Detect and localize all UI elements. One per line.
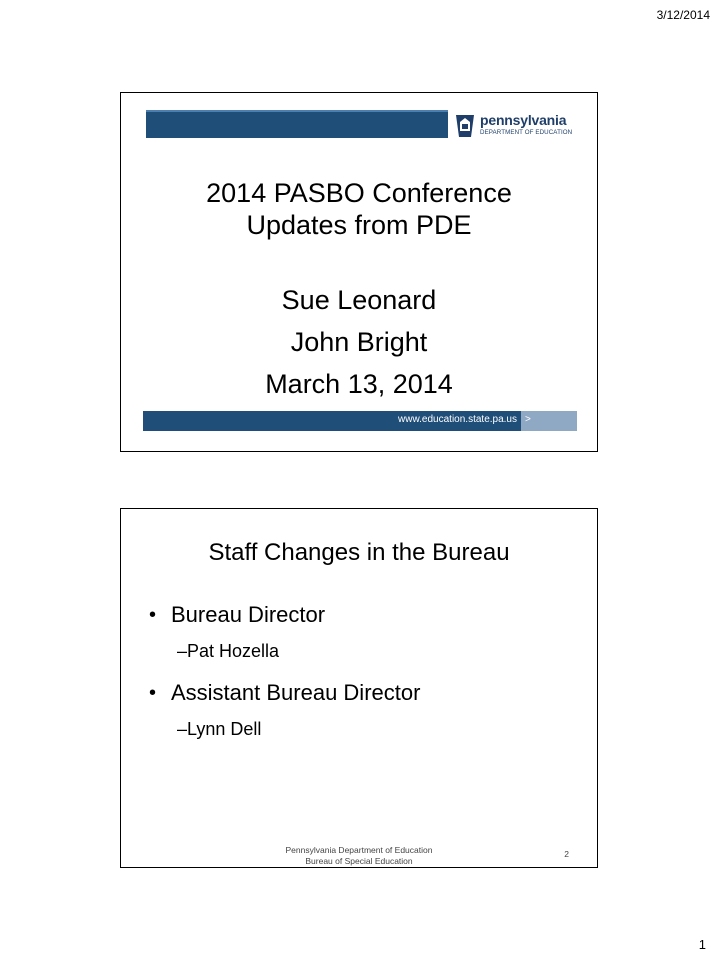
slide-title: Staff Changes in the Bureau — [208, 539, 510, 566]
slide-footer — [143, 411, 577, 431]
presenter-name: John Bright — [290, 327, 428, 357]
list-item — [149, 673, 579, 713]
presenter-block — [121, 279, 597, 405]
footer-bar — [143, 411, 521, 431]
sub-item-label: Pat Hozella — [187, 641, 280, 661]
list-item-label: Assistant Bureau Director — [171, 680, 421, 705]
slide-number: 2 — [564, 849, 569, 859]
dash-icon: – — [177, 641, 188, 661]
keystone-icon — [454, 113, 476, 139]
pde-logo — [454, 110, 584, 142]
page-number: 1 — [698, 937, 706, 952]
slide-footer — [121, 845, 597, 867]
slide-title — [121, 177, 597, 241]
list-item — [149, 595, 579, 635]
title-line-2: Updates from PDE — [246, 210, 472, 240]
logo-subtitle: DEPARTMENT OF EDUCATION — [480, 129, 573, 136]
slide-header — [146, 110, 578, 140]
title-line-1: 2014 PASBO Conference — [206, 178, 512, 208]
bullet-list — [149, 595, 579, 751]
page-date: 3/12/2014 — [656, 8, 710, 22]
slide-1 — [120, 92, 598, 452]
bullet-icon: • — [149, 604, 157, 626]
dash-icon: – — [177, 719, 188, 739]
presenter-name: Sue Leonard — [281, 285, 437, 315]
list-item-label: Bureau Director — [171, 602, 326, 627]
footer-line-2: Bureau of Special Education — [305, 856, 413, 866]
arrow-right-icon: > — [525, 414, 531, 425]
footer-arrow-box — [521, 411, 577, 431]
header-bar — [146, 110, 448, 138]
slide-2 — [120, 508, 598, 868]
sub-item-label: Lynn Dell — [187, 719, 262, 739]
bullet-icon: • — [149, 682, 157, 704]
sub-item — [149, 713, 579, 751]
logo-wordmark: pennsylvania — [480, 112, 567, 128]
footer-line-1: Pennsylvania Department of Education — [285, 845, 433, 855]
presentation-date: March 13, 2014 — [265, 369, 453, 399]
sub-item — [149, 635, 579, 673]
footer-url: www.education.state.pa.us — [398, 414, 517, 425]
